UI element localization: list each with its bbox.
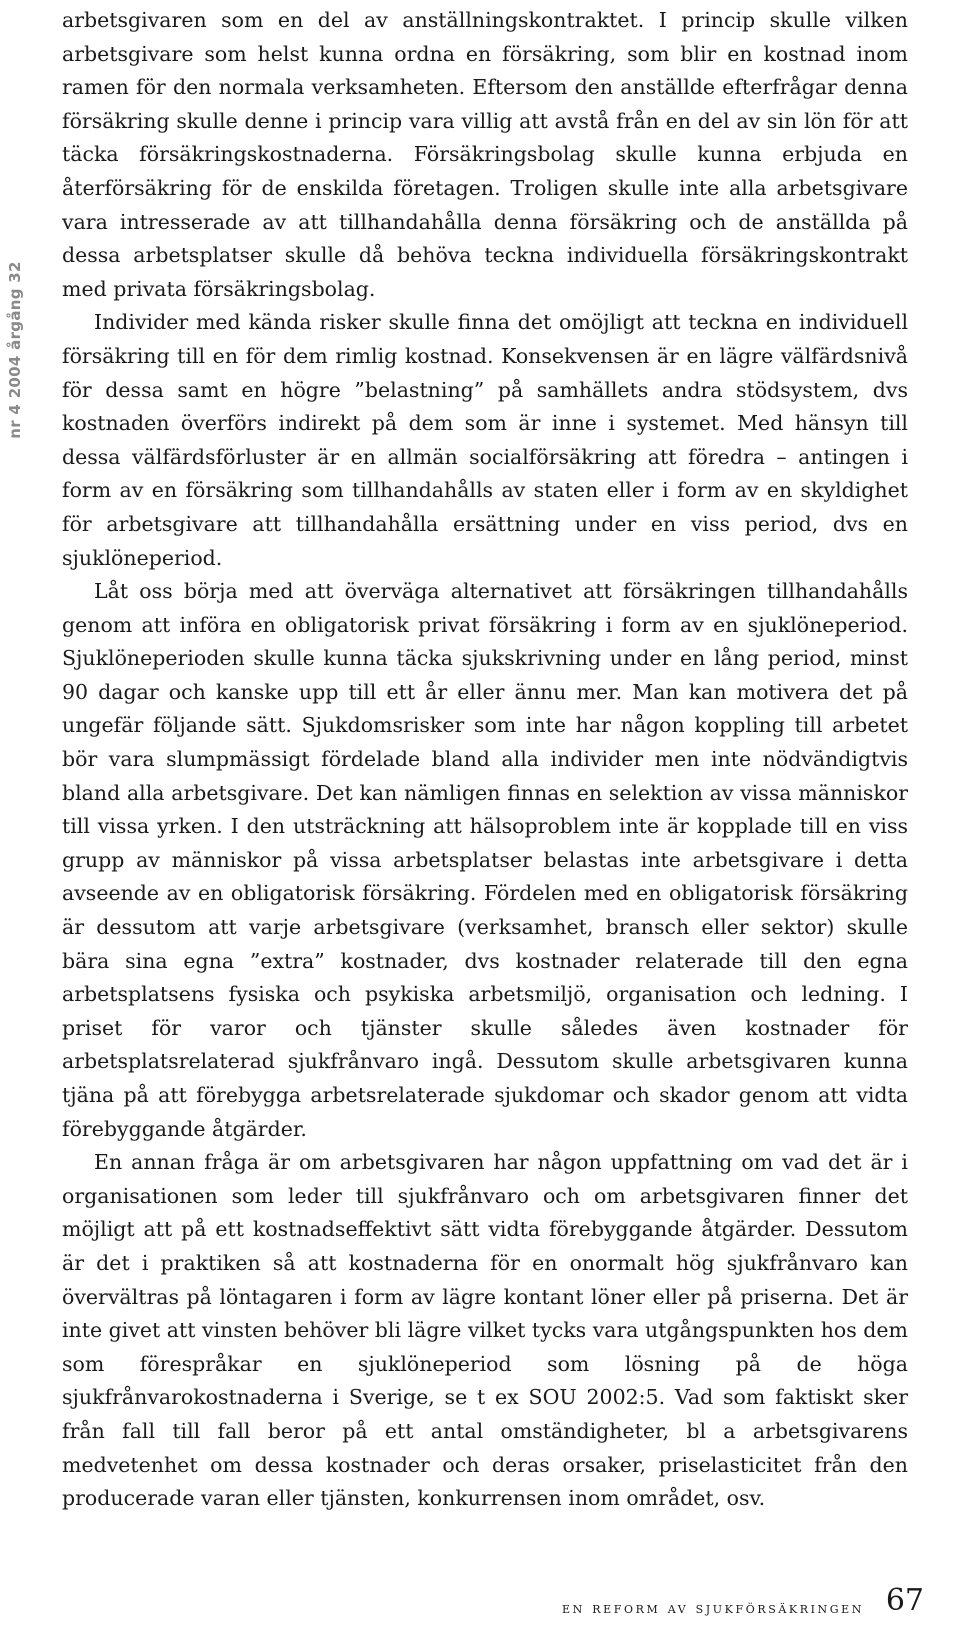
paragraph-4: En annan fråga är om arbetsgivaren har någon uppfattning om vad det är i organisationen som leder till sjukfrånvaro och om arbetsgivaren finner det möjligt att på ett kostnadseffektivt sätt vidta förebyggande åtgärder. Dessutom är det i praktiken så att kostnaderna för en onormalt hög sjukfrånvaro kan övervältras på löntagaren i form av lägre kontant löner eller på priserna. Det är inte givet att vinsten behöver bli lägre vilket tycks vara utgångspunkten hos dem som förespråkar en sjuklöneperiod som lösning på de höga sjukfrånvarokostnaderna i Sverige, se t ex SOU 2002:5. Vad som faktiskt sker från fall till fall beror på ett antal omständigheter, bl a arbetsgivarens medvetenhet om dessa kostnader och deras orsaker, priselasticitet från den producerade varan eller tjänsten, konkurrensen inom området, osv.: [62, 1150, 908, 1511]
paragraph-2: Individer med kända risker skulle finna det omöjligt att teckna en individuell försäkring till en för dem rimlig kostnad. Konsekvensen är en lägre välfärdsnivå för dessa samt en högre ”belastning” på samhällets andra stödsystem, dvs kostnaden överförs indirekt på dem som är inne i systemet. Med hänsyn till dessa välfärdsförluster är en allmän socialförsäkring att föredra – antingen i form av en försäkring som tillhandahålls av staten eller i form av en skyldighet för arbetsgivare att tillhandahålla ersättning under en viss period, dvs en sjuklöneperiod.: [62, 310, 908, 570]
journal-issue-label: [0, 230, 30, 470]
journal-issue-text: nr 4 2004 årgång 32: [6, 261, 24, 439]
article-body: [62, 4, 908, 1516]
paragraph-3: Låt oss börja med att överväga alternativet att försäkringen tillhandahålls genom att införa en obligatorisk privat försäkring i form av en sjuklöneperiod. Sjuklöneperioden skulle kunna täcka sjukskrivning under en lång period, minst 90 dagar och kanske upp till ett år eller ännu mer. Man kan motivera det på ungefär följande sätt. Sjukdomsrisker som inte har någon koppling till arbetet bör vara slumpmässigt fördelade bland alla individer men inte nödvändigtvis bland alla arbetsgivare. Det kan nämligen finnas en selektion av vissa människor till vissa yrken. I den utsträckning att hälsoproblem inte är kopplade till en viss grupp av människor på vissa arbetsplatser belastas inte arbetsgivare i detta avseende av en obligatorisk försäkring. Fördelen med en obligatorisk försäkring är dessutom att varje arbetsgivare (verksamhet, bransch eller sektor) skulle bära sina egna ”extra” kostnader, dvs kostnader relaterade till den egna arbetsplatsens fysiska och psykiska arbetsmiljö, organisation och ledning. I priset för varor och tjänster skulle således även kostnader för arbetsplatsrelaterad sjukfrånvaro ingå. Dessutom skulle arbetsgivaren kunna tjäna på att förebygga arbetsrelaterade sjukdomar och skador genom att vidta förebyggande åtgärder.: [62, 579, 908, 1141]
paragraph-1: arbetsgivaren som en del av anställningskontraktet. I princip skulle vilken arbetsgivare som helst kunna ordna en försäkring, som blir en kostnad inom ramen för den normala verksamheten. Eftersom den anställde efterfrågar denna försäkring skulle denne i princip vara villig att avstå från en del av sin lön för att täcka försäkringskostnaderna. Försäkringsbolag skulle kunna erbjuda en återförsäkring för de enskilda företagen. Troligen skulle inte alla arbetsgivare vara intresserade av att tillhandahålla denna försäkring och de anställda på dessa arbetsplatser skulle då behöva teckna individuella försäkringskontrakt med privata försäkringsbolag.: [62, 8, 908, 301]
running-title: en reform av sjukförsäkringen: [562, 1599, 864, 1617]
page-footer: [0, 1585, 960, 1633]
page-number: 67: [885, 1583, 924, 1618]
